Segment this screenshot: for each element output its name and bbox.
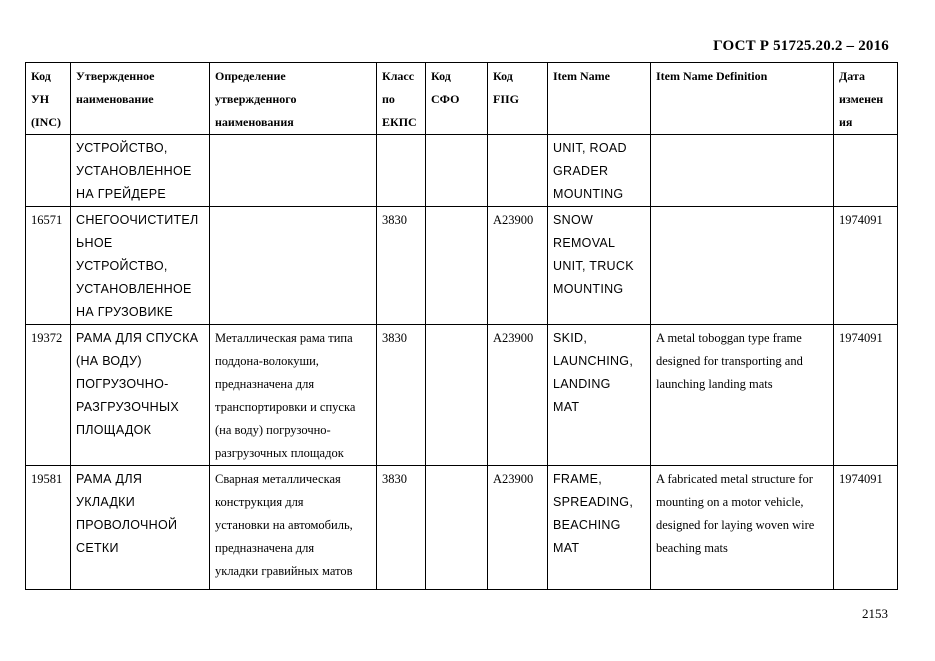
cell-line: установки на автомобиль, bbox=[215, 518, 353, 532]
cell-approved-name bbox=[71, 325, 210, 466]
cell-line: Сварная металлическая bbox=[215, 472, 341, 486]
cell-line: SNOW bbox=[553, 213, 594, 227]
cell-sfo bbox=[426, 325, 488, 466]
cell-definition bbox=[210, 135, 377, 207]
cell-line: MOUNTING bbox=[553, 282, 624, 296]
cell-fiig: A23900 bbox=[488, 466, 548, 590]
cell-class bbox=[377, 135, 426, 207]
cell-line: UNIT, TRUCK bbox=[553, 259, 634, 273]
cell-sfo bbox=[426, 466, 488, 590]
cell-line: СНЕГООЧИСТИТЕЛ bbox=[76, 213, 199, 227]
cell-line: LANDING bbox=[553, 377, 611, 391]
cell-class: 3830 bbox=[377, 466, 426, 590]
table-row bbox=[26, 207, 898, 325]
cell-line: REMOVAL bbox=[553, 236, 616, 250]
cell-inc: 16571 bbox=[26, 207, 71, 325]
cell-class: 3830 bbox=[377, 325, 426, 466]
cell-line: SKID, bbox=[553, 331, 588, 345]
cell-line: A fabricated metal structure for bbox=[656, 472, 813, 486]
cell-line: BEACHING bbox=[553, 518, 621, 532]
cell-line: FRAME, bbox=[553, 472, 603, 486]
cell-line: MAT bbox=[553, 400, 580, 414]
cell-line: designed for transporting and bbox=[656, 354, 803, 368]
cell-fiig bbox=[488, 135, 548, 207]
cell-item-definition bbox=[651, 135, 834, 207]
header-line: ЕКПС bbox=[382, 115, 417, 129]
cell-line: GRADER bbox=[553, 164, 609, 178]
cell-item-name bbox=[548, 207, 651, 325]
header-line: Дата bbox=[839, 69, 865, 83]
cell-definition bbox=[210, 325, 377, 466]
table-body bbox=[26, 135, 898, 590]
cell-item-definition bbox=[651, 207, 834, 325]
cell-line: предназначена для bbox=[215, 541, 315, 555]
cell-line: РАМА ДЛЯ СПУСКА bbox=[76, 331, 199, 345]
cell-line: mounting on a motor vehicle, bbox=[656, 495, 804, 509]
table-row bbox=[26, 325, 898, 466]
cell-inc: 19581 bbox=[26, 466, 71, 590]
cell-class: 3830 bbox=[377, 207, 426, 325]
cell-line: НА ГРЕЙДЕРЕ bbox=[76, 187, 167, 201]
cell-definition bbox=[210, 207, 377, 325]
header-line: Класс bbox=[382, 69, 415, 83]
cell-sfo bbox=[426, 135, 488, 207]
cell-line: Металлическая рама типа bbox=[215, 331, 353, 345]
header-line: Утвержденное bbox=[76, 69, 155, 83]
header-line: УН bbox=[31, 92, 50, 106]
cell-line: конструкция для bbox=[215, 495, 304, 509]
cell-line: MOUNTING bbox=[553, 187, 624, 201]
page-number: 2153 bbox=[862, 606, 888, 621]
cell-line: beaching mats bbox=[656, 541, 728, 555]
cell-change-date: 1974091 bbox=[834, 207, 898, 325]
cell-line: УСТАНОВЛЕННОЕ bbox=[76, 164, 192, 178]
cell-line: MAT bbox=[553, 541, 580, 555]
header-line: наименования bbox=[215, 115, 294, 129]
cell-line: ПРОВОЛОЧНОЙ bbox=[76, 518, 178, 532]
cell-line: ЬНОЕ bbox=[76, 236, 113, 250]
cell-approved-name bbox=[71, 466, 210, 590]
cell-inc bbox=[26, 135, 71, 207]
header-line: утвержденного bbox=[215, 92, 297, 106]
header-line: ия bbox=[839, 115, 853, 129]
cell-fiig: A23900 bbox=[488, 207, 548, 325]
cell-line: SPREADING, bbox=[553, 495, 634, 509]
header-line: Код bbox=[431, 69, 451, 83]
cell-approved-name bbox=[71, 135, 210, 207]
cell-line: РАЗГРУЗОЧНЫХ bbox=[76, 400, 179, 414]
header-class bbox=[377, 63, 426, 135]
cell-line: designed for laying woven wire bbox=[656, 518, 815, 532]
cell-line: ПОГРУЗОЧНО- bbox=[76, 377, 169, 391]
cell-line: (на воду) погрузочно- bbox=[215, 423, 331, 437]
table-row bbox=[26, 466, 898, 590]
header-line: (INC) bbox=[31, 115, 61, 129]
cell-line: транспортировки и спуска bbox=[215, 400, 356, 414]
cell-line: разгрузочных площадок bbox=[215, 446, 344, 460]
header-line: Код bbox=[31, 69, 51, 83]
cell-line: UNIT, ROAD bbox=[553, 141, 627, 155]
header-line: изменен bbox=[839, 92, 884, 106]
cell-item-name bbox=[548, 135, 651, 207]
header-line: Item Name Definition bbox=[656, 69, 768, 83]
header-line: Item Name bbox=[553, 69, 610, 83]
cell-approved-name bbox=[71, 207, 210, 325]
cell-definition bbox=[210, 466, 377, 590]
cell-line: предназначена для bbox=[215, 377, 315, 391]
cell-line: НА ГРУЗОВИКЕ bbox=[76, 305, 174, 319]
header-line: Код bbox=[493, 69, 513, 83]
cell-change-date bbox=[834, 135, 898, 207]
cell-item-definition bbox=[651, 325, 834, 466]
cell-item-definition bbox=[651, 466, 834, 590]
cell-line: СЕТКИ bbox=[76, 541, 119, 555]
header-definition bbox=[210, 63, 377, 135]
cell-item-name bbox=[548, 466, 651, 590]
header-change-date bbox=[834, 63, 898, 135]
standard-title: ГОСТ Р 51725.20.2 – 2016 bbox=[713, 38, 889, 54]
table-row bbox=[26, 135, 898, 207]
cell-inc: 19372 bbox=[26, 325, 71, 466]
cell-line: укладки гравийных матов bbox=[215, 564, 353, 578]
cell-change-date: 1974091 bbox=[834, 466, 898, 590]
cell-line: РАМА ДЛЯ bbox=[76, 472, 143, 486]
cell-line: A metal toboggan type frame bbox=[656, 331, 802, 345]
header-item-name bbox=[548, 63, 651, 135]
catalog-table bbox=[25, 62, 898, 590]
header-fiig bbox=[488, 63, 548, 135]
cell-fiig: A23900 bbox=[488, 325, 548, 466]
cell-line: (НА ВОДУ) bbox=[76, 354, 142, 368]
cell-item-name bbox=[548, 325, 651, 466]
cell-line: ПЛОЩАДОК bbox=[76, 423, 152, 437]
header-line: по bbox=[382, 92, 395, 106]
cell-line: УСТРОЙСТВО, bbox=[76, 141, 168, 155]
header-line: Определение bbox=[215, 69, 286, 83]
cell-line: УКЛАДКИ bbox=[76, 495, 136, 509]
header-line: наименование bbox=[76, 92, 154, 106]
cell-line: УСТАНОВЛЕННОЕ bbox=[76, 282, 192, 296]
cell-line: launching landing mats bbox=[656, 377, 773, 391]
cell-line: поддона-волокуши, bbox=[215, 354, 319, 368]
cell-sfo bbox=[426, 207, 488, 325]
cell-line: LAUNCHING, bbox=[553, 354, 634, 368]
header-sfo bbox=[426, 63, 488, 135]
header-item-definition bbox=[651, 63, 834, 135]
header-approved-name bbox=[71, 63, 210, 135]
cell-line: УСТРОЙСТВО, bbox=[76, 259, 168, 273]
header-inc bbox=[26, 63, 71, 135]
cell-change-date: 1974091 bbox=[834, 325, 898, 466]
table-header-row bbox=[26, 63, 898, 135]
header-line: FIIG bbox=[493, 92, 520, 106]
header-line: СФО bbox=[431, 92, 460, 106]
